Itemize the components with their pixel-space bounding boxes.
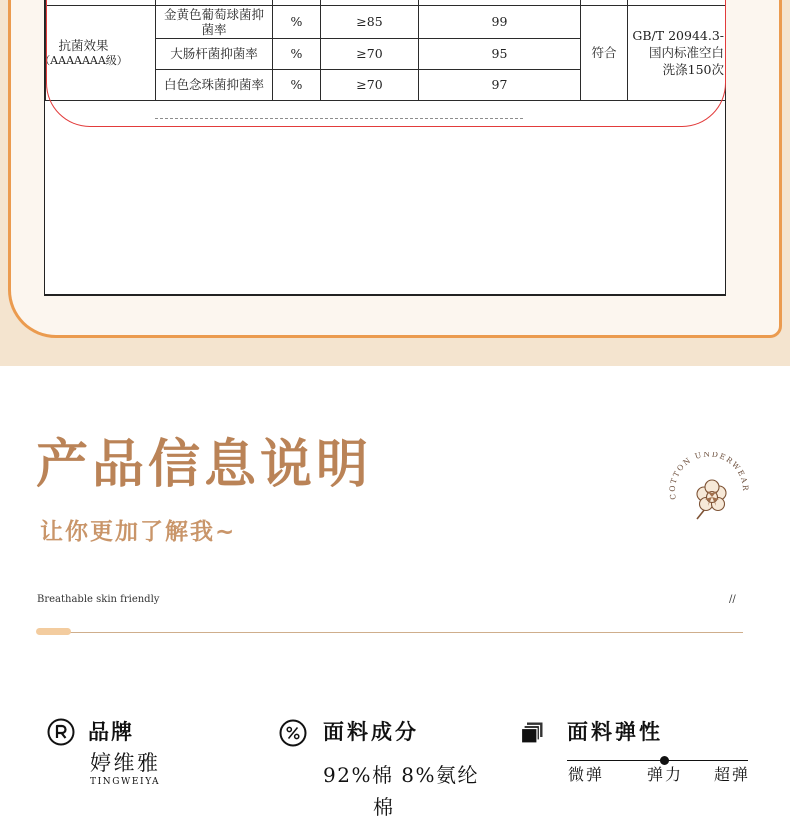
result-cell: 99 — [419, 5, 581, 38]
divider-line — [37, 632, 743, 633]
tagline: Breathable skin friendly — [37, 594, 160, 605]
elasticity-option-super: 超弹 — [714, 765, 751, 784]
divider-accent-pill — [36, 628, 71, 635]
percent-icon — [279, 719, 307, 747]
registered-icon — [47, 718, 75, 746]
unit-cell: % — [273, 69, 321, 100]
highlight-outline — [46, 0, 726, 127]
elasticity-heading: 面料弹性 — [567, 720, 663, 744]
requirement-cell: ≥85 — [321, 5, 419, 38]
result-cell: 97 — [419, 69, 581, 100]
standard-line: 国内标准空白 — [648, 45, 724, 60]
requirement-cell: ≥70 — [321, 38, 419, 69]
brand-name: 婷维雅 — [90, 751, 161, 775]
conclusion-cell: 符合 — [581, 5, 628, 100]
cotton-boll-icon — [697, 480, 726, 519]
elasticity-scale-track — [567, 760, 748, 761]
standard-line: 洗涤150次 — [662, 62, 724, 77]
brand-heading: 品牌 — [88, 720, 134, 744]
layers-icon — [521, 722, 543, 744]
cotton-underwear-logo — [668, 452, 750, 524]
brand-name-english: TINGWEIYA — [90, 777, 161, 787]
elasticity-option-slight: 微弹 — [568, 765, 605, 784]
elasticity-level-marker — [660, 756, 669, 765]
result-cell: 95 — [419, 38, 581, 69]
elasticity-option-stretch: 弹力 — [647, 765, 684, 784]
fabric-composition-continued: 棉 — [373, 795, 393, 819]
test-item-line: 菌率 — [201, 21, 227, 37]
standard-line: GB/T 20944.3- — [632, 28, 724, 43]
category-grade: （AAAAAAA级） — [39, 53, 128, 67]
unit-cell: % — [273, 5, 321, 38]
test-item-line: 白色念珠菌抑菌率 — [163, 77, 264, 92]
section-title: 产品信息说明 — [36, 435, 373, 495]
fabric-composition: 92%棉 8%氨纶 — [323, 763, 480, 787]
test-item-line: 大肠杆菌抑菌率 — [170, 46, 258, 61]
section-subtitle: 让你更加了解我~ — [40, 519, 237, 545]
requirement-cell: ≥70 — [321, 69, 419, 100]
logo-arc-text: COTTON UNDERWEAR — [668, 452, 750, 501]
fabric-heading: 面料成分 — [323, 720, 419, 744]
unit-cell: % — [273, 38, 321, 69]
category-label: 抗菌效果 — [58, 37, 109, 53]
decorative-slashes: // — [729, 594, 736, 605]
test-item-line: 金黄色葡萄球菌抑 — [163, 6, 264, 22]
